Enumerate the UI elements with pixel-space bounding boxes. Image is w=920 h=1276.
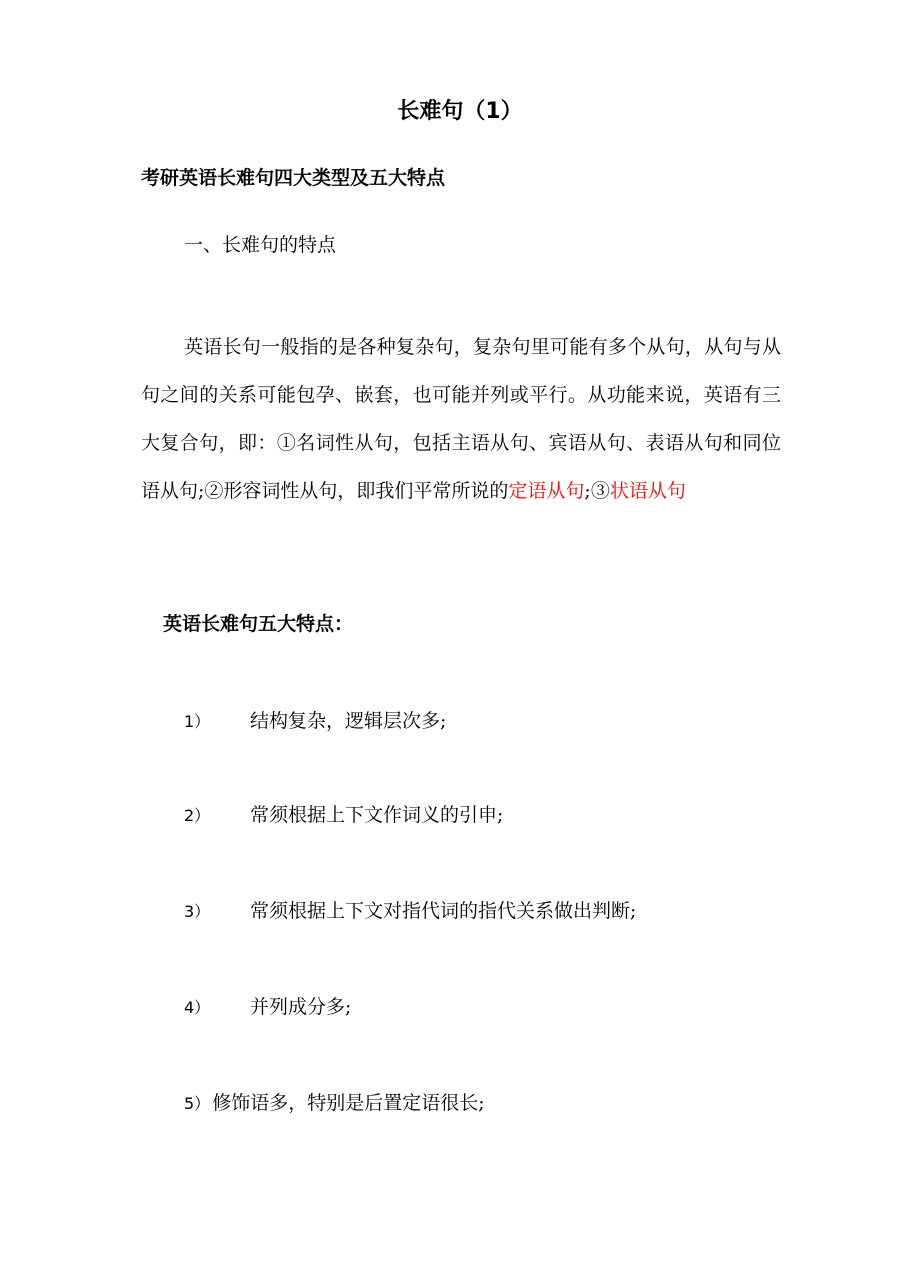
features-heading: 英语长难句五大特点： xyxy=(163,613,354,635)
feature-number: 4） xyxy=(184,998,211,1017)
feature-number: 3） xyxy=(184,902,211,921)
feature-item xyxy=(184,707,446,736)
intro-paragraph xyxy=(141,323,781,515)
feature-item xyxy=(184,993,351,1022)
intro-text: 英语长句一般指的是各种复杂句，复杂句里可能有多个从句，从句与从句之间的关系可能包孕、嵌套，也可能并列或平行。从功能来说，英语有三大复合句，即：①名词性从句，包括主语从句、宾语从句、表语从句和同位语从句;②形容词性从句，即我们平常所说的 xyxy=(141,336,781,502)
feature-text: 常须根据上下文作词义的引申; xyxy=(250,804,504,826)
highlight-adverbial-clause: 状语从句 xyxy=(609,480,686,502)
feature-number: 1） xyxy=(184,712,211,731)
feature-item xyxy=(184,801,503,830)
section-heading: 一、长难句的特点 xyxy=(184,234,337,256)
document-title: 长难句（1） xyxy=(397,99,523,124)
feature-number: 5） xyxy=(184,1094,211,1113)
document-subtitle: 考研英语长难句四大类型及五大特点 xyxy=(141,167,446,189)
feature-item xyxy=(184,897,636,926)
feature-text: 并列成分多; xyxy=(250,996,352,1018)
feature-number: 2） xyxy=(184,806,211,825)
intro-separator: ;③ xyxy=(584,480,610,502)
feature-text: 修饰语多，特别是后置定语很长; xyxy=(212,1092,485,1114)
highlight-attributive-clause: 定语从句 xyxy=(508,480,585,502)
feature-item xyxy=(184,1089,485,1118)
feature-text: 常须根据上下文对指代词的指代关系做出判断; xyxy=(250,900,637,922)
feature-text: 结构复杂，逻辑层次多; xyxy=(250,710,447,732)
